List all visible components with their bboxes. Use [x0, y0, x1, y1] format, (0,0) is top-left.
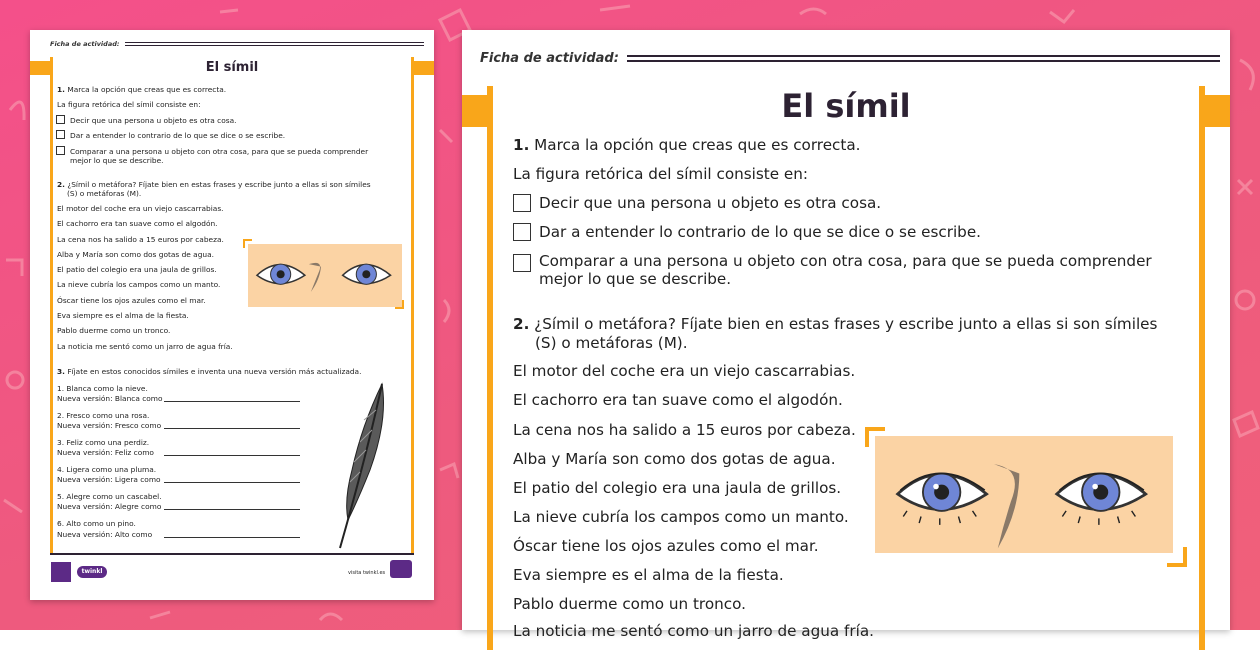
sentence-1: El motor del coche era un viejo cascarrabias. [57, 204, 224, 213]
feather-icon [330, 380, 390, 550]
worksheet-thumbnail[interactable] [30, 30, 434, 600]
option-3-cont: mejor lo que se describe. [539, 270, 732, 288]
option-checkbox-2[interactable] [513, 223, 531, 241]
option-2: Dar a entender lo contrario de lo que se dice o se escribe. [539, 223, 981, 241]
sentence-7: Óscar tiene los ojos azules como el mar. [57, 296, 206, 305]
q2-prompt-cont: (S) o metáforas (M). [535, 334, 688, 352]
sentence-8: Eva siempre es el alma de la fiesta. [513, 566, 784, 584]
option-3: Comparar a una persona u objeto con otra cosa, para que se pueda comprender [539, 252, 1152, 270]
simile-1: 1. Blanca como la nieve. [57, 384, 148, 393]
option-checkbox-3[interactable] [56, 146, 65, 155]
new-version-label-5: Nueva versión: Alegre como [57, 502, 162, 511]
twinkl-logo: twinkl [77, 566, 107, 578]
option-1: Decir que una persona u objeto es otra cosa. [539, 194, 882, 212]
answer-line-4[interactable] [164, 482, 300, 483]
eye-image-corner [395, 300, 404, 309]
page-title: El símil [781, 87, 911, 125]
sheet-header [480, 49, 1220, 67]
q2-prompt: 2. ¿Símil o metáfora? Fíjate bien en estas frases y escribe junto a ellas si son símiles [513, 315, 1158, 333]
new-version-label-6: Nueva versión: Alto como [57, 530, 153, 539]
new-version-label-3: Nueva versión: Feliz como [57, 448, 154, 457]
footer-rule [50, 553, 414, 555]
sentence-4: Alba y María son como dos gotas de agua. [57, 250, 214, 259]
answer-line-5[interactable] [164, 509, 300, 510]
sentence-7: Óscar tiene los ojos azules como el mar. [513, 537, 819, 555]
option-checkbox-1[interactable] [56, 115, 65, 124]
sentence-5: El patio del colegio era una jaula de grillos. [513, 479, 842, 497]
title-box [487, 86, 1205, 130]
new-version-label-1: Nueva versión: Blanca como [57, 394, 163, 403]
worksheet-zoomed[interactable] [462, 30, 1230, 640]
footer-url[interactable]: visita twinkl.es [348, 570, 386, 576]
sentence-6: La nieve cubría los campos como un manto. [57, 280, 221, 289]
sentence-10: La noticia me sentó como un jarro de agua fría. [57, 342, 233, 351]
simile-2: 2. Fresco como una rosa. [57, 411, 150, 420]
eyes-illustration [248, 244, 402, 307]
option-3-cont: mejor lo que se describe. [70, 156, 164, 165]
sentence-2: El cachorro era tan suave como el algodón. [57, 219, 218, 228]
new-version-label-4: Nueva versión: Ligera como [57, 475, 161, 484]
q1-lead: La figura retórica del símil consiste en: [57, 100, 201, 109]
option-checkbox-2[interactable] [56, 130, 65, 139]
sentence-8: Eva siempre es el alma de la fiesta. [57, 311, 189, 320]
option-1: Decir que una persona u objeto es otra cosa. [70, 116, 237, 125]
answer-line-1[interactable] [164, 401, 300, 402]
q2-prompt-cont: (S) o metáforas (M). [67, 189, 142, 198]
simile-3: 3. Feliz como una perdiz. [57, 438, 150, 447]
sentence-5: El patio del colegio era una jaula de grillos. [57, 265, 217, 274]
q3-prompt: 3. Fíjate en estos conocidos símiles e inventa una nueva versión más actualizada. [57, 367, 362, 376]
sentence-4: Alba y María son como dos gotas de agua. [513, 450, 836, 468]
header-label: Ficha de actividad: [50, 40, 120, 48]
answer-line-6[interactable] [164, 537, 300, 538]
new-version-label-2: Nueva versión: Fresco como [57, 421, 162, 430]
header-label: Ficha de actividad: [480, 50, 619, 66]
sentence-9: Pablo duerme como un tronco. [57, 326, 171, 335]
page-title: El símil [205, 60, 259, 75]
sentence-3: La cena nos ha salido a 15 euros por cabeza. [57, 235, 224, 244]
option-2: Dar a entender lo contrario de lo que se dice o se escribe. [70, 131, 286, 140]
title-box [50, 57, 414, 77]
simile-4: 4. Ligera como una pluma. [57, 465, 157, 474]
option-3: Comparar a una persona u objeto con otra cosa, para que se pueda comprender [70, 147, 369, 156]
header-rule [627, 55, 1220, 62]
q1-prompt: 1. Marca la opción que creas que es correcta. [57, 85, 227, 94]
sentence-10: La noticia me sentó como un jarro de agua fría. [513, 622, 874, 640]
sentence-2: El cachorro era tan suave como el algodón. [513, 391, 843, 409]
sentence-3: La cena nos ha salido a 15 euros por cabeza. [513, 421, 856, 439]
sentence-9: Pablo duerme como un tronco. [513, 595, 746, 613]
qr-code-icon [51, 562, 71, 582]
answer-line-2[interactable] [164, 428, 300, 429]
brand-badge-icon [390, 560, 412, 578]
q2-prompt: 2. ¿Símil o metáfora? Fíjate bien en estas frases y escribe junto a ellas si son símiles [57, 180, 371, 189]
answer-line-3[interactable] [164, 455, 300, 456]
q1-prompt: 1. Marca la opción que creas que es correcta. [513, 136, 861, 154]
sentence-6: La nieve cubría los campos como un manto. [513, 508, 849, 526]
option-checkbox-3[interactable] [513, 254, 531, 272]
eye-image-corner [1167, 547, 1187, 567]
sheet-header [50, 39, 424, 49]
header-rule [125, 42, 424, 46]
eyes-icon [248, 244, 402, 307]
eyes-icon [875, 436, 1173, 553]
eyes-illustration [875, 436, 1173, 553]
simile-5: 5. Alegre como un cascabel. [57, 492, 162, 501]
q1-lead: La figura retórica del símil consiste en: [513, 165, 809, 183]
simile-6: 6. Alto como un pino. [57, 519, 136, 528]
option-checkbox-1[interactable] [513, 194, 531, 212]
sentence-1: El motor del coche era un viejo cascarrabias. [513, 362, 856, 380]
